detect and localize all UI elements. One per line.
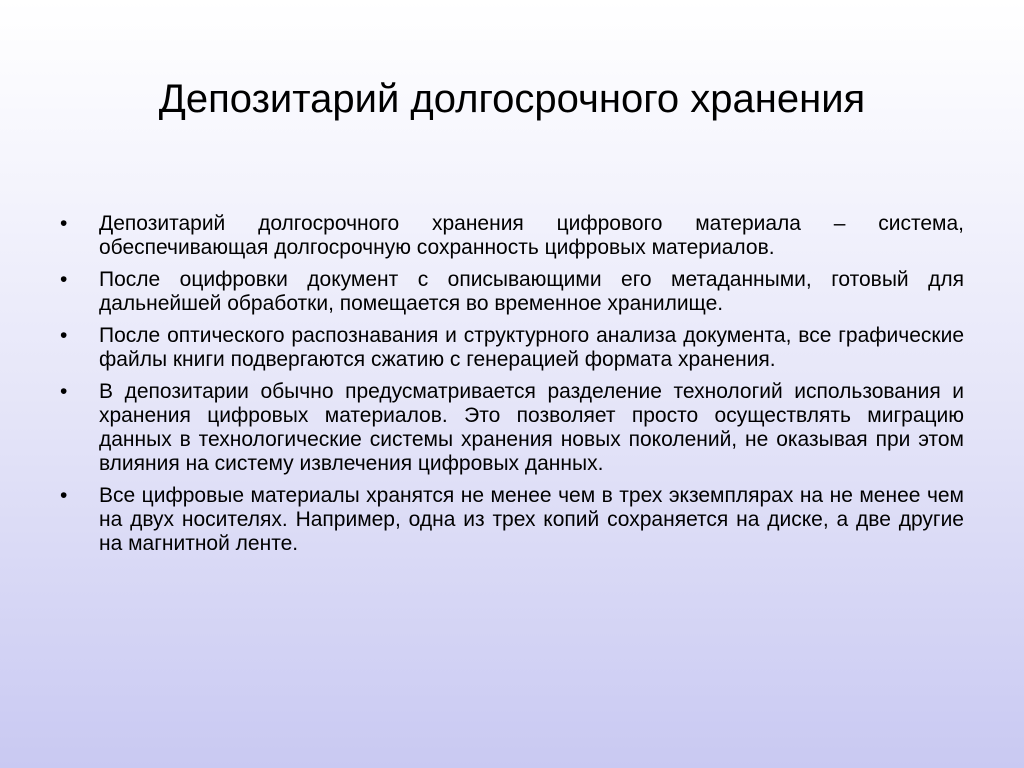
bullet-text: В депозитарии обычно предусматривается разделение технологий использования и хранения цифровых материалов. Это позволяет просто осуществлять миграцию данных в технологические системы хранения новых поколений, не оказывая при этом влияния на систему извлечения цифровых данных. — [99, 380, 964, 475]
bullet-icon: • — [60, 212, 68, 235]
bullet-text: Все цифровые материалы хранятся не менее чем в трех экземплярах на не менее чем на двух носителях. Например, одна из трех копий сохраняется на диске, а две другие на магнитной ленте. — [99, 484, 964, 555]
bullet-text: После оцифровки документ с описывающими его метаданными, готовый для дальнейшей обработки, помещается во временное хранилище. — [99, 268, 964, 315]
slide-title: Депозитарий долгосрочного хранения — [158, 77, 866, 121]
bullet-item — [60, 268, 964, 316]
bullet-text: После оптического распознавания и структурного анализа документа, все графические файлы книги подвергаются сжатию с генерацией формата хранения. — [99, 324, 964, 371]
bullet-item — [60, 380, 964, 476]
bullet-icon: • — [60, 380, 68, 403]
bullet-icon: • — [60, 268, 68, 291]
bullet-item — [60, 212, 964, 260]
bullet-icon: • — [60, 324, 68, 347]
bullet-item — [60, 484, 964, 556]
bullet-text: Депозитарий долгосрочного хранения цифрового материала – система, обеспечивающая долгосрочную сохранность цифровых материалов. — [99, 212, 964, 259]
bullet-icon: • — [60, 484, 68, 507]
bullet-item — [60, 324, 964, 372]
bullet-list — [60, 212, 964, 564]
